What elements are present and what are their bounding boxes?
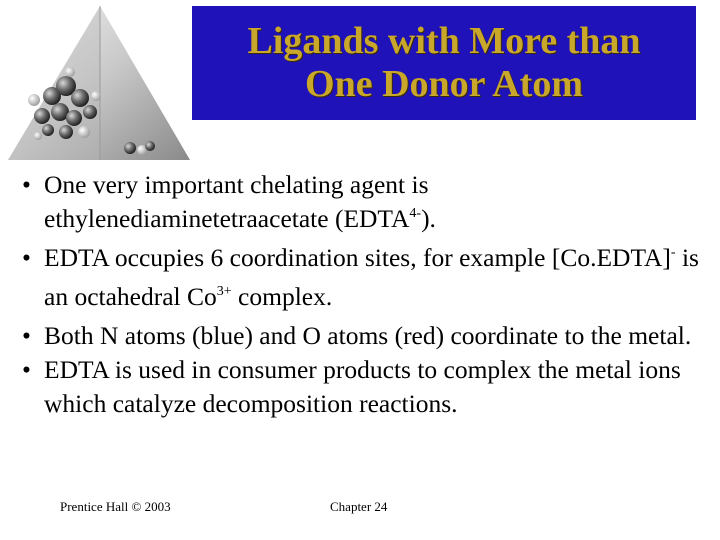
bullet-item: • Both N atoms (blue) and O atoms (red) coordinate to the metal.	[18, 319, 708, 353]
bullet-list	[18, 168, 708, 421]
bullet-icon: •	[22, 355, 31, 384]
footer-chapter: Chapter 24	[330, 499, 388, 514]
bullet-item: • One very important chelating agent is ethylenediaminetetraacetate $(EDTA^{4-})$.	[22, 170, 436, 233]
bullet-item: • EDTA occupies 6 coordination sites, for example [Co.EDTA]- is an octahedral $Co^{3+}$ complex.	[22, 243, 699, 311]
slide-title-line-1: Ligands with More than	[247, 20, 641, 62]
triangle-molecule-decoration	[0, 0, 200, 170]
slide-title-line-2: One Donor Atom	[305, 63, 583, 105]
bullet-icon: •	[22, 170, 31, 199]
bullet-icon: •	[22, 321, 31, 350]
footer-copyright: Prentice Hall © 2003	[60, 499, 171, 514]
title-banner	[192, 6, 696, 120]
bullet-item: • EDTA is used in consumer products to complex the metal ions which catalyze decomposition reactions.	[22, 355, 681, 418]
bullet-icon: •	[22, 243, 31, 272]
